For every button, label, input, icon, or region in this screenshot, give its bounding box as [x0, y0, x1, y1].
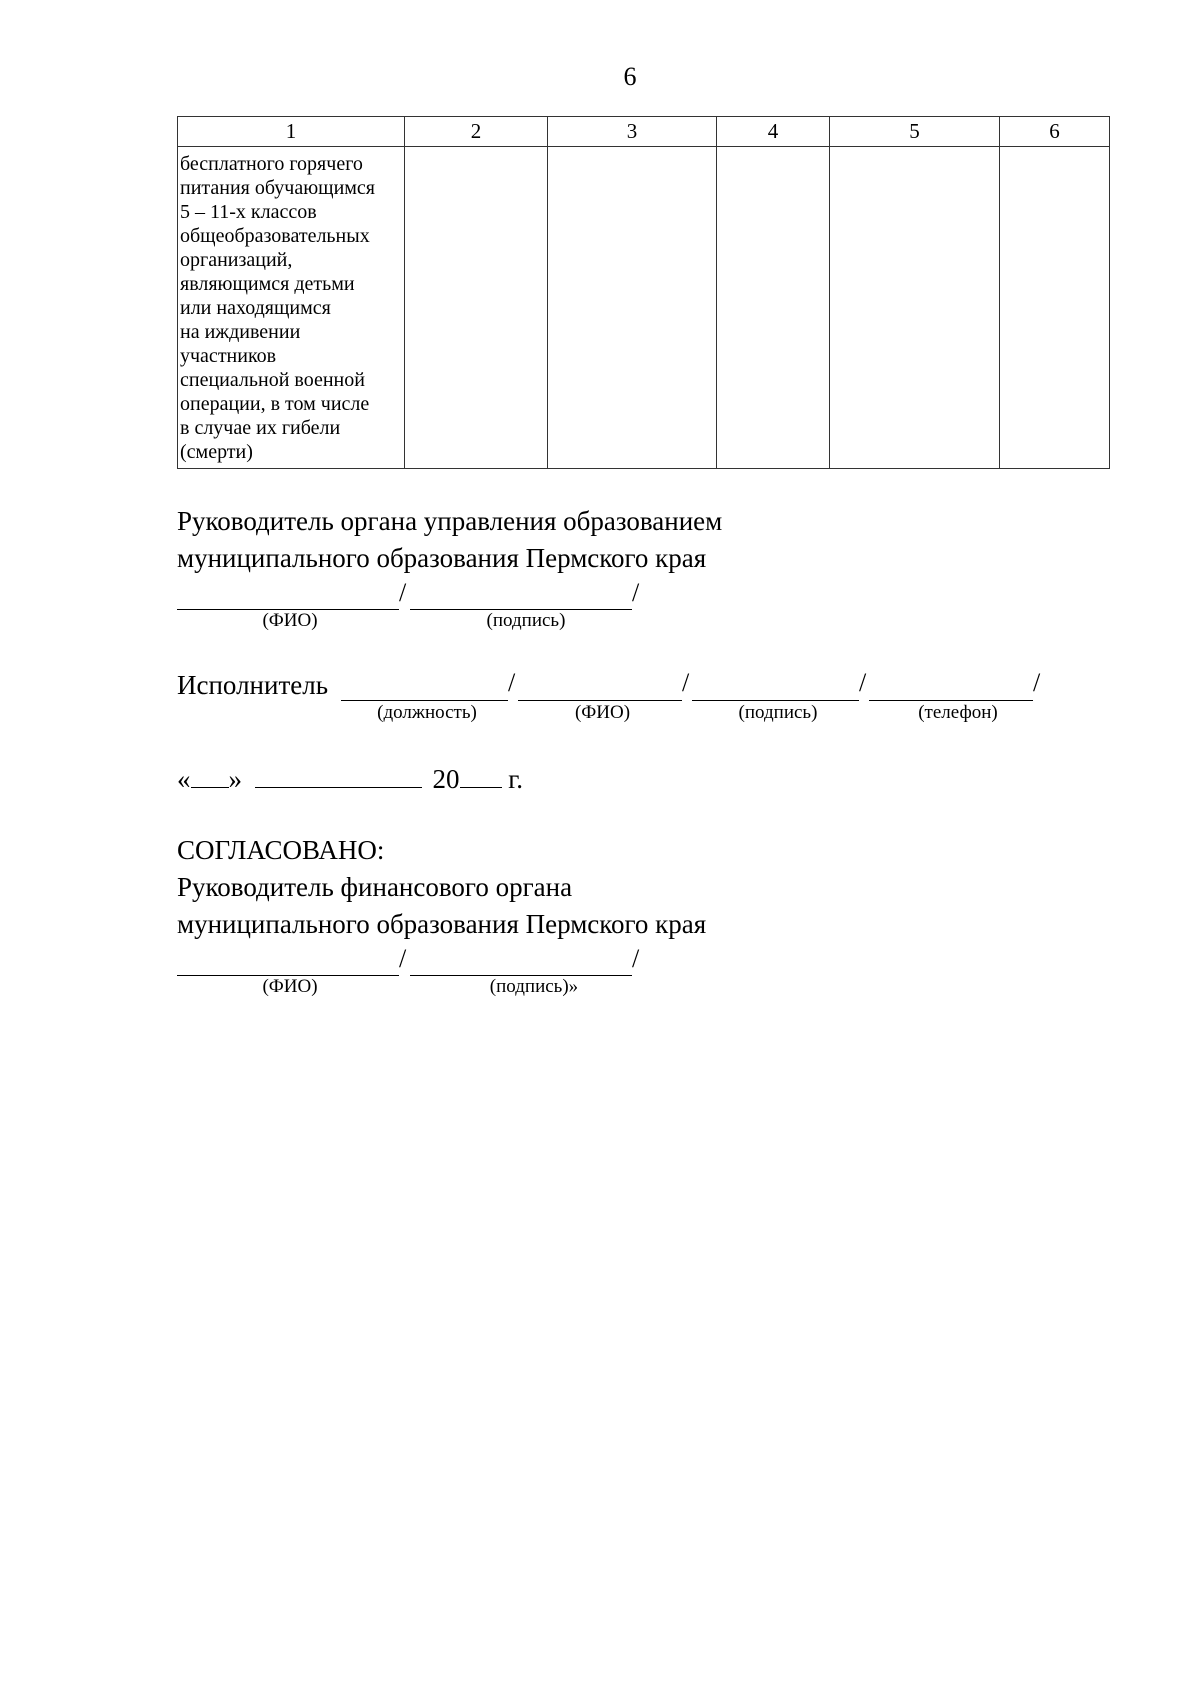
- approval-heading: СОГЛАСОВАНО:: [177, 835, 385, 865]
- table-header-cell: 6: [1000, 117, 1110, 147]
- year-suffix: г.: [508, 764, 524, 794]
- sign-signature-line: [692, 700, 859, 701]
- executor-label: Исполнитель: [177, 670, 329, 700]
- separator-slash: /: [399, 944, 407, 973]
- table-row: [178, 147, 1110, 469]
- table-header-cell: 3: [548, 117, 717, 147]
- position-caption: (должность): [377, 702, 477, 723]
- description-text: бесплатного горячего питания обучающимся 5 – 11-х классов общеобразовательных организаций, являющимся детьми или находящимся на иждивении участников специальной военной операции, в том числе в случае их гибели (смерти): [180, 153, 375, 463]
- sign-caption: (подпись)»: [489, 976, 579, 997]
- separator-slash: /: [632, 944, 640, 973]
- table-cell: [405, 147, 548, 469]
- year-prefix: 20: [432, 764, 460, 794]
- separator-slash: /: [508, 668, 516, 697]
- position-signature-line: [341, 700, 508, 701]
- table-cell: [830, 147, 1000, 469]
- separator-slash: /: [859, 668, 867, 697]
- approval-line1: Руководитель финансового органа: [177, 872, 573, 902]
- month-blank: [255, 787, 422, 788]
- fio-signature-line: [518, 700, 682, 701]
- table-header-row: [178, 117, 1110, 147]
- table-cell: [1000, 147, 1110, 469]
- table-cell: [717, 147, 830, 469]
- table-header-cell: 4: [717, 117, 830, 147]
- page-number: 6: [623, 62, 637, 91]
- table-cell-description: [178, 147, 405, 469]
- form-table: [177, 116, 1110, 469]
- sign-caption: (подпись): [486, 610, 566, 631]
- separator-slash: /: [399, 578, 407, 607]
- open-quote: «: [177, 764, 191, 794]
- separator-slash: /: [1033, 668, 1041, 697]
- phone-caption: (телефон): [918, 702, 998, 723]
- fio-caption: (ФИО): [262, 610, 318, 631]
- head-education-block: [177, 503, 722, 577]
- sign-caption: (подпись): [738, 702, 818, 723]
- table-cell: [548, 147, 717, 469]
- head-education-line2: муниципального образования Пермского края: [177, 543, 707, 573]
- table-header-cell: 2: [405, 117, 548, 147]
- phone-signature-line: [869, 700, 1033, 701]
- table-header-cell: 5: [830, 117, 1000, 147]
- head-education-line1: Руководитель органа управления образованием: [177, 506, 723, 536]
- approval-block: [177, 832, 706, 943]
- close-quote: »: [228, 764, 242, 794]
- approval-line2: муниципального образования Пермского края: [177, 909, 707, 939]
- day-blank: [191, 787, 229, 788]
- table-header-cell: 1: [178, 117, 405, 147]
- year-blank: [460, 787, 502, 788]
- fio-caption: (ФИО): [262, 976, 318, 997]
- fio-caption: (ФИО): [574, 702, 631, 723]
- date-line: [177, 764, 523, 795]
- separator-slash: /: [632, 578, 640, 607]
- separator-slash: /: [682, 668, 690, 697]
